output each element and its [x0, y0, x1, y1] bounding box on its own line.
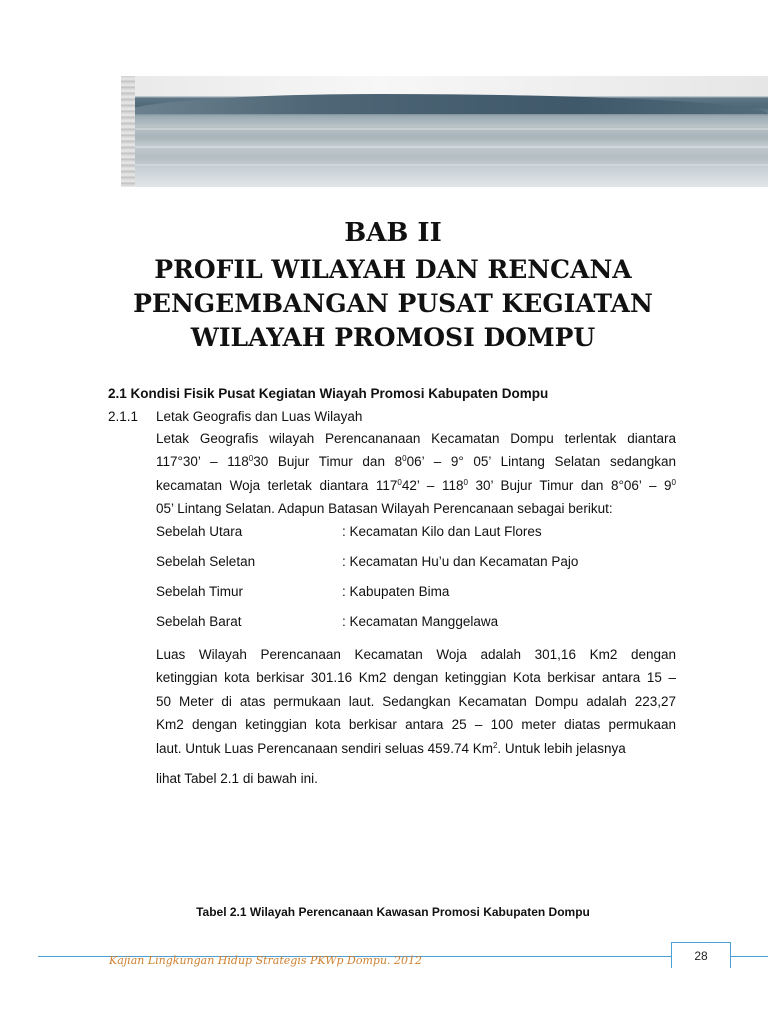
paragraph-line: Letak Geografis wilayah Perencananaan Kecamatan Dompu terlentak diantara [156, 431, 676, 446]
paragraph-line: kecamatan Woja terletak diantara $117^042$’ – $118^0$ 30’ Bujur Timur dan 8°06’ – $9^0$ [156, 477, 676, 493]
banner-torn-edge [121, 76, 135, 187]
footer-text: Kajian Lingkungan Hidup Strategis PKWp Dompu. 2012 [109, 954, 423, 967]
paragraph-line: 117°30’ – $118^030$ Bujur Timur dan $8^006$’ – 9° 05’ Lintang Selatan sedangkan [156, 454, 676, 470]
section-heading: 2.1 Kondisi Fisik Pusat Kegiatan Wiayah Promosi Kabupaten Dompu [108, 386, 549, 401]
chapter-title-line: WILAYAH PROMOSI DOMPU [190, 323, 596, 352]
paragraph-line: lihat Tabel 2.1 di bawah ini. [156, 771, 318, 787]
boundary-value: : Kabupaten Bima [342, 584, 450, 599]
header-banner-photo [121, 76, 768, 187]
boundary-direction: Sebelah Utara [156, 524, 243, 539]
paragraph-location [156, 427, 676, 521]
boundary-direction: Sebelah Barat [156, 614, 242, 629]
boundary-value: : Kecamatan Manggelawa [342, 614, 499, 629]
boundary-direction: Sebelah Seletan [156, 554, 256, 569]
page-number: 28 [694, 949, 708, 963]
chapter-number: BAB II [344, 218, 442, 248]
paragraph-line: 50 Meter di atas permukaan laut. Sedangkan Kecamatan Dompu adalah 223,27 [156, 693, 676, 709]
chapter-title-line: PENGEMBANGAN PUSAT KEGIATAN [133, 289, 653, 318]
banner-sky [121, 76, 768, 96]
subsection-number: 2.1.1 [108, 409, 139, 424]
banner-water-streak [121, 128, 768, 130]
subsection-title: Letak Geografis dan Luas Wilayah [156, 409, 363, 424]
paragraph-line: laut. Untuk Luas Perencanaan sendiri seluas 459.74 Km$^2$. Untuk lebih jelasnya [156, 740, 626, 756]
paragraph-line: 05’ Lintang Selatan. Adapun Batasan Wilayah Perencanaan sebagai berikut: [156, 501, 613, 517]
table-caption: Tabel 2.1 Wilayah Perencanaan Kawasan Promosi Kabupaten Dompu [196, 905, 590, 919]
boundary-value: : Kecamatan Hu’u dan Kecamatan Pajo [342, 554, 579, 569]
boundary-direction: Sebelah Timur [156, 584, 244, 599]
paragraph-area [156, 643, 676, 790]
paragraph-line: Km2 dengan ketinggian kota berkisar antara 25 – 100 meter diatas permukaan [156, 717, 676, 733]
paragraph-line: Luas Wilayah Perencanaan Kecamatan Woja adalah 301,16 Km2 dengan [156, 647, 676, 662]
banner-hill [121, 94, 768, 114]
paragraph-line: ketinggian kota berkisar 301.16 Km2 dengan ketinggian Kota berkisar antara 15 – [156, 670, 676, 686]
boundary-value: : Kecamatan Kilo dan Laut Flores [342, 524, 542, 539]
banner-water-streak [121, 146, 768, 148]
chapter-title-line: PROFIL WILAYAH DAN RENCANA [154, 255, 632, 284]
banner-water-streak [121, 164, 768, 166]
